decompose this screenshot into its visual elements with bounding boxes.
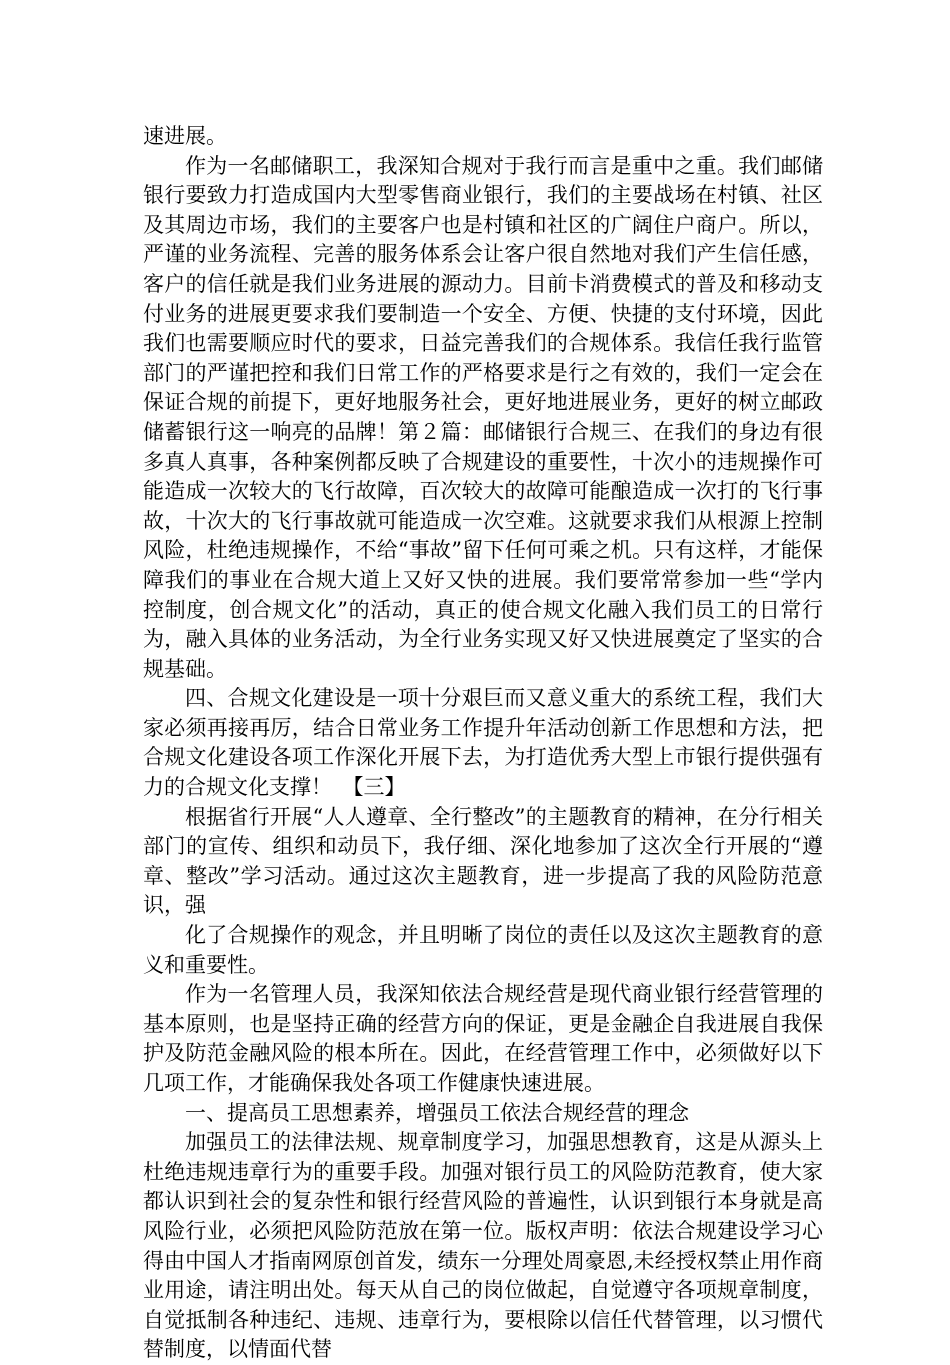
paragraph-staff-training: 加强员工的法律法规、规章制度学习，加强思想教育，这是从源头上杜绝违规违章行为的重要手段。加强对银行员工的风险防范教育，使大家都认识到社会的复杂性和银行经营风险的普遍性，认识到银行本身就是高风险行业，必须把风险防范放在第一位。版权声明：依法合规建设学习心得由中国人才指南网原创首发，绩东一分理处周豪恩,未经授权禁止用作商业用途，请注明出处。每天从自己的岗位做起，自觉遵守各项规章制度，自觉抵制各种违纪、违规、违章行为，要根除以信任代替管理，以习惯代替制度，以情面代替 bbox=[143, 1130, 823, 1362]
paragraph-compliance-culture-building: 四、合规文化建设是一项十分艰巨而又意义重大的系统工程，我们大家必须再接再厉，结合日常业务工作提升年活动创新工作思想和方法，把合规文化建设各项工作深化开展下去，为打造优秀大型上市银行提供强有力的合规文化支撑！ 【三】 bbox=[143, 686, 823, 800]
paragraph-compliance-awareness: 化了合规操作的观念，并且明晰了岗位的责任以及这次主题教育的意义和重要性。 bbox=[143, 923, 823, 977]
paragraph-postal-worker-compliance: 作为一名邮储职工，我深知合规对于我行而言是重中之重。我们邮储银行要致力打造成国内大型零售商业银行，我们的主要战场在村镇、社区及其周边市场，我们的主要客户也是村镇和社区的广阔住户商户。所以，严谨的业务流程、完善的服务体系会让客户很自然地对我们产生信任感，客户的信任就是我们业务进展的源动力。目前卡消费模式的普及和移动支付业务的进展更要求我们要制造一个安全、方便、快捷的支付环境，因此我们也需要顺应时代的要求，日益完善我们的合规体系。我信任我行监管部门的严谨把控和我们日常工作的严格要求是行之有效的，我们一定会在保证合规的前提下，更好地服务社会，更好地进展业务，更好的树立邮政储蓄银行这一响亮的品牌！第２篇：邮储银行合规三、在我们的身边有很多真人真事，各种案例都反映了合规建设的重要性，十次小的违规操作可能造成一次较大的飞行故障，百次较大的故障可能酿造成一次打的飞行事故，十次大的飞行事故就可能造成一次空难。这就要求我们从根源上控制风险，杜绝违规操作，不给“事故”留下任何可乘之机。只有这样，才能保障我们的事业在合规大道上又好又快的进展。我们要常常参加一些“学内控制度，创合规文化”的活动，真正的使合规文化融入我们员工的日常行为，融入具体的业务活动，为全行业务实现又好又快进展奠定了坚实的合规基础。 bbox=[143, 153, 823, 681]
paragraph-continuation: 速进展。 bbox=[143, 124, 227, 148]
section-heading-staff-quality: 一、提高员工思想素养，增强员工依法合规经营的理念 bbox=[185, 1100, 689, 1125]
paragraph-manager-role: 作为一名管理人员，我深知依法合规经营是现代商业银行经营管理的基本原则，也是坚持正确的经营方向的保证，更是金融企自我进展自我保护及防范金融风险的根本所在。因此，在经营管理工作中，必须做好以下几项工作，才能确保我处各项工作健康快速进展。 bbox=[143, 982, 823, 1095]
paragraph-theme-education: 根据省行开展“人人遵章、全行整改”的主题教育的精神，在分行相关部门的宣传、组织和动员下，我仔细、深化地参加了这次全行开展的“遵章、整改”学习活动。通过这次主题教育，进一步提高了我的风险防范意识，强 bbox=[143, 804, 823, 918]
document-body bbox=[143, 122, 823, 1365]
